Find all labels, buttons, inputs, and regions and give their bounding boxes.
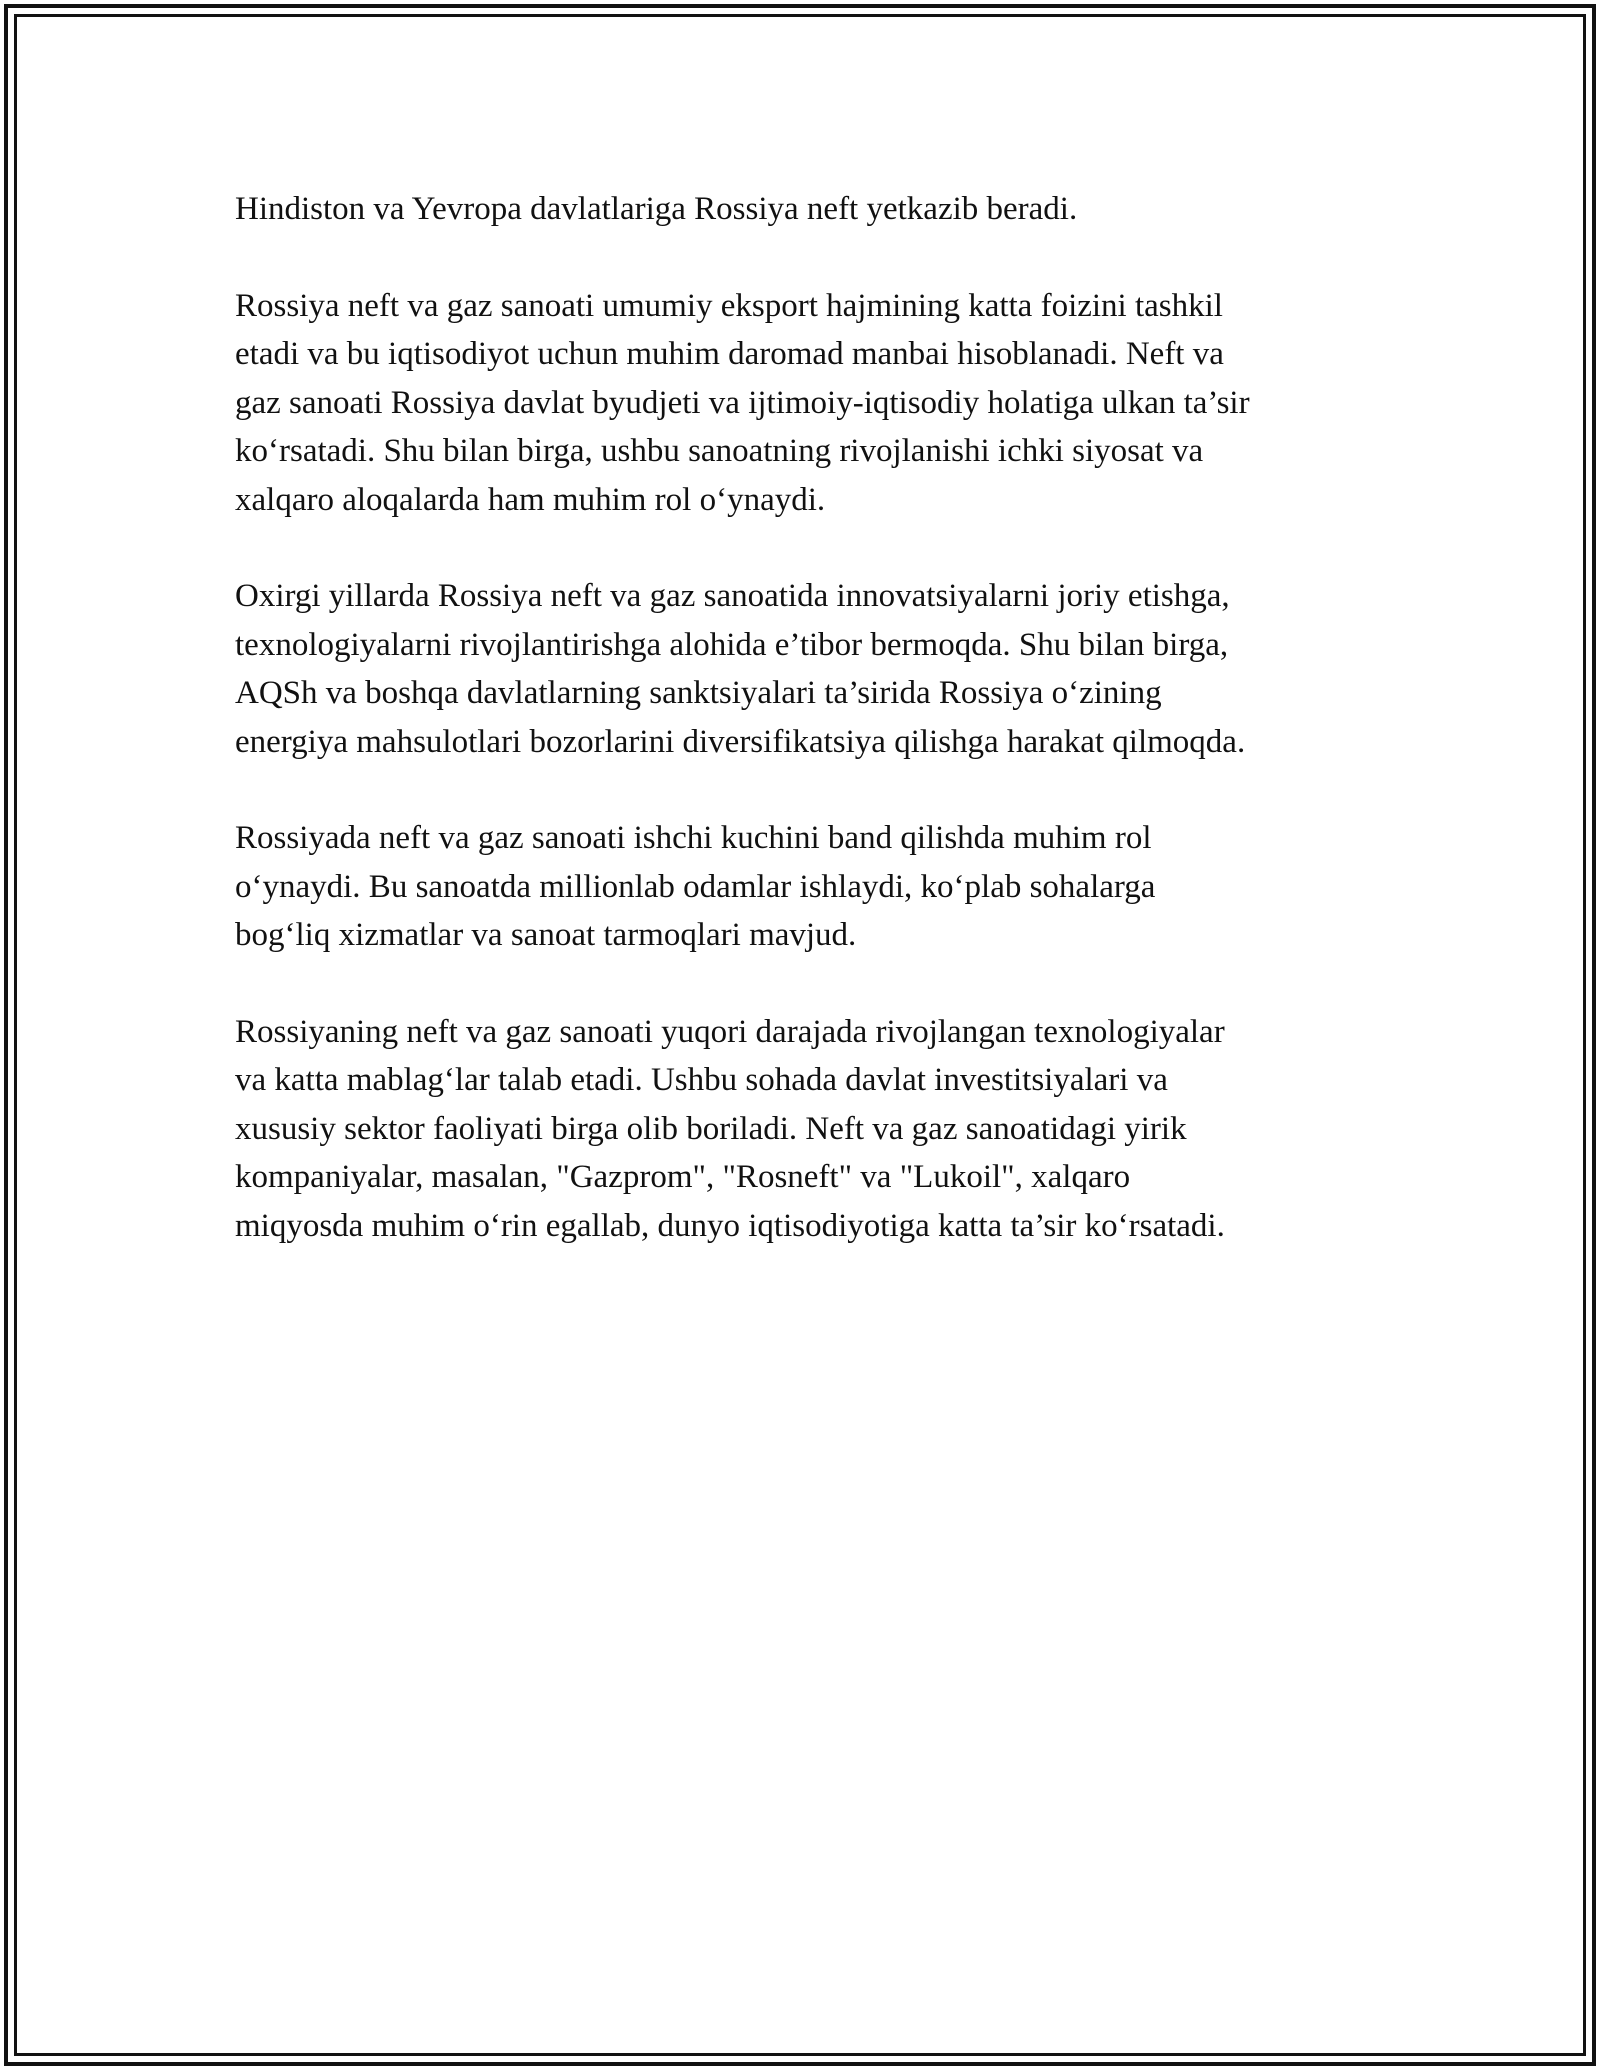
paragraph-intro: Hindiston va Yevropa davlatlariga Rossiya neft yetkazib beradi.	[235, 191, 1078, 227]
paragraph-employment: Rossiyada neft va gaz sanoati ishchi kuchini band qilishda muhim rol o‘ynaydi. Bu sanoatda millionlab odamlar ishlaydi, ko‘plab sohalarga bog‘liq xizmatlar va sanoat tarmoqlari mavjud.	[235, 820, 1156, 953]
document-body	[235, 185, 1385, 1298]
paragraph-innovation: Oxirgi yillarda Rossiya neft va gaz sanoatida innovatsiyalarni joriy etishga, texnologiyalarni rivojlantirishga alohida e’tibor bermoqda. Shu bilan birga, AQSh va boshqa davlatlarning sanktsiyalari ta’sirida Rossiya o‘zining energiya mahsulotlari bozorlarini diversifikatsiya qilishga harakat qilmoqda.	[235, 578, 1246, 760]
paragraph-companies: Rossiyaning neft va gaz sanoati yuqori darajada rivojlangan texnologiyalar va katta mablag‘lar talab etadi. Ushbu sohada davlat investitsiyalari va xususiy sektor faoliyati birga olib boriladi. Neft va gaz sanoatidagi yirik kompaniyalar, masalan, "Gazprom", "Rosneft" va "Lukoil", xalqaro miqyosda muhim o‘rin egallab, dunyo iqtisodiyotiga katta ta’sir ko‘rsatadi.	[235, 1013, 1225, 1244]
paragraph-export-revenue: Rossiya neft va gaz sanoati umumiy eksport hajmining katta foizini tashkil etadi va bu iqtisodiyot uchun muhim daromad manbai hisoblanadi. Neft va gaz sanoati Rossiya davlat byudjeti va ijtimoiy-iqtisodiy holatiga ulkan ta’sir ko‘rsatadi. Shu bilan birga, ushbu sanoatning rivojlanishi ichki siyosat va xalqaro aloqalarda ham muhim rol o‘ynaydi.	[235, 287, 1250, 518]
